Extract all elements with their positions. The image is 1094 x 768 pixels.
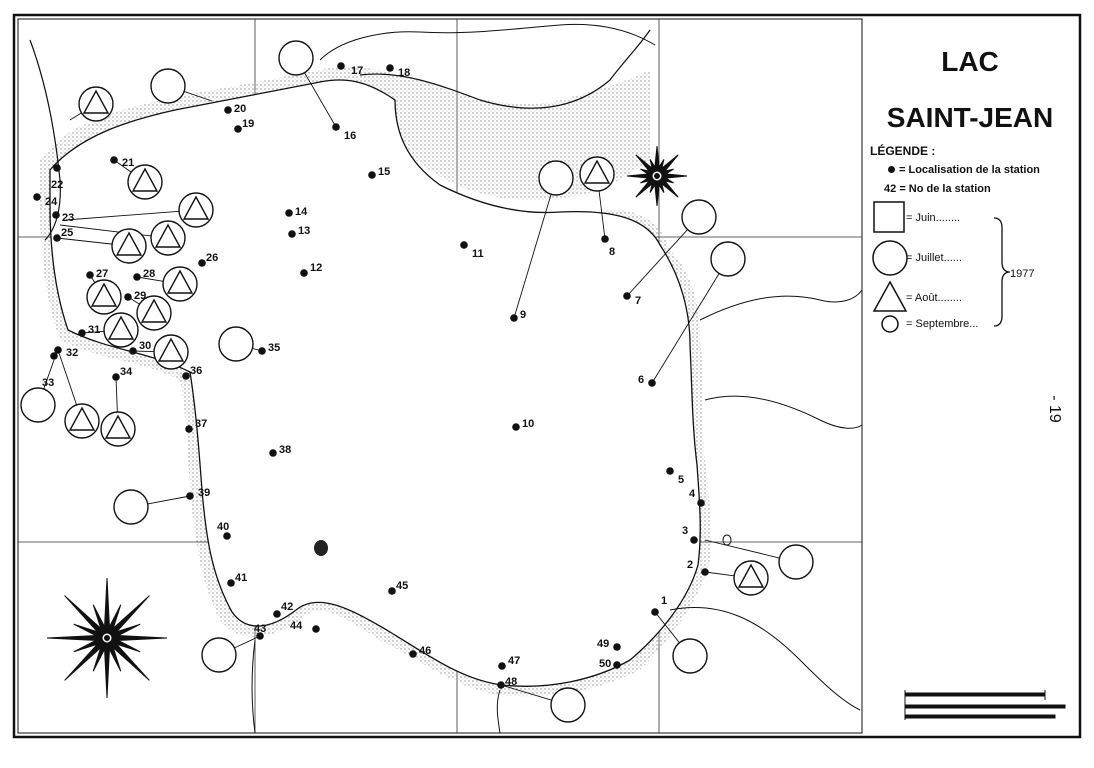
station-number-label: 25	[61, 227, 74, 239]
station-dot-icon	[285, 209, 293, 217]
station-dot-icon	[368, 171, 376, 179]
northern-shore	[320, 24, 655, 60]
station-dot-icon	[623, 292, 631, 300]
station-dot-icon	[133, 273, 141, 281]
station-dot-icon	[124, 293, 132, 301]
station-dot-icon	[273, 610, 281, 618]
station-number-label: 24	[45, 196, 58, 208]
square-icon	[870, 200, 910, 236]
station-number-label: 5	[678, 474, 685, 486]
station-number-label: 18	[398, 67, 411, 79]
station-dot-icon	[112, 373, 120, 381]
legend-month-july: = Juillet......	[906, 252, 962, 264]
station-number-label: 48	[505, 676, 518, 688]
station-number-label: 38	[279, 444, 292, 456]
station-dot-icon	[613, 661, 621, 669]
legend-panel	[862, 16, 1078, 736]
station-dot-icon	[86, 271, 94, 279]
island-southeast	[723, 535, 731, 545]
station-number-label: 46	[419, 645, 432, 657]
station-dot-icon	[50, 352, 58, 360]
station-number-label: 19	[242, 118, 255, 130]
station-number-label: 39	[198, 487, 211, 499]
station-number-label: 44	[290, 620, 303, 632]
eastern-river-2	[705, 396, 862, 428]
station-dot-icon	[258, 347, 266, 355]
station-number-label: 47	[508, 655, 521, 667]
south-river	[252, 640, 255, 733]
station-number-label: 26	[206, 252, 219, 264]
station-dot-icon	[388, 587, 396, 595]
station-dot-icon	[497, 681, 505, 689]
station-dot-icon	[690, 536, 698, 544]
station-number-label: 11	[472, 248, 484, 260]
station-39	[186, 487, 210, 500]
station-dot-icon	[300, 269, 308, 277]
station-dot-icon	[651, 608, 659, 616]
large-circle-icon	[870, 238, 910, 278]
legend-number-example: 42	[884, 183, 897, 195]
station-dot-icon	[697, 499, 705, 507]
station-number-label: 12	[310, 262, 323, 274]
station-32	[54, 346, 78, 359]
station-24	[33, 193, 58, 208]
station-number-label: 33	[42, 377, 55, 389]
station-dot-icon	[53, 164, 61, 172]
small-circle-icon	[870, 312, 910, 336]
station-dot-icon	[198, 259, 206, 267]
station-dot-icon	[409, 650, 417, 658]
station-number-label: 34	[120, 366, 133, 378]
station-number-label: 10	[522, 418, 535, 430]
station-dot-icon	[888, 166, 895, 173]
station-43	[254, 623, 266, 640]
station-dot-icon	[601, 235, 609, 243]
station-dot-icon	[223, 532, 231, 540]
station-number-label: 1	[661, 595, 668, 607]
station-dot-icon	[648, 379, 656, 387]
brace-icon	[992, 216, 1012, 328]
map-title-line2: SAINT-JEAN	[886, 102, 1054, 133]
station-dot-icon	[52, 211, 60, 219]
station-number-label: 22	[51, 179, 64, 191]
station-dot-icon	[332, 123, 340, 131]
station-dot-icon	[110, 156, 118, 164]
station-number-label: 37	[195, 418, 208, 430]
station-number-label: 28	[143, 268, 156, 280]
station-dot-icon	[337, 62, 345, 70]
station-number-label: 45	[396, 580, 409, 592]
station-number-label: 8	[609, 246, 616, 258]
station-number-label: 49	[597, 638, 610, 650]
legend-number	[870, 183, 991, 195]
station-dot-icon	[312, 625, 320, 633]
station-dot-icon	[269, 449, 277, 457]
station-number-label: 29	[134, 290, 147, 302]
station-number-label: 7	[635, 295, 642, 307]
legend-number-label: = No de la station	[899, 183, 991, 195]
station-number-label: 42	[281, 601, 294, 613]
station-dot-icon	[510, 314, 518, 322]
station-dot-icon	[224, 106, 232, 114]
station-dot-icon	[227, 579, 235, 587]
station-dot-icon	[182, 372, 190, 380]
station-number-label: 30	[139, 340, 152, 352]
map-title-line1: LAC	[941, 46, 999, 77]
station-number-label: 31	[88, 324, 101, 336]
station-dot-icon	[512, 423, 520, 431]
station-34	[112, 366, 133, 381]
station-number-label: 27	[96, 268, 109, 280]
station-dot-icon	[186, 492, 194, 500]
station-number-label: 32	[66, 347, 79, 359]
legend-station-label: = Localisation de la station	[899, 164, 1040, 176]
station-number-label: 23	[62, 212, 75, 224]
station-number-label: 6	[638, 374, 645, 386]
station-dot-icon	[460, 241, 468, 249]
south-river-2	[497, 690, 500, 733]
station-number-label: 15	[378, 166, 391, 178]
station-number-label: 9	[520, 309, 527, 321]
station-dot-icon	[288, 230, 296, 238]
station-number-label: 2	[687, 559, 694, 571]
station-dot-icon	[498, 662, 506, 670]
station-number-label: 13	[298, 225, 311, 237]
station-dot-icon	[33, 193, 41, 201]
legend-year: 1977	[1010, 268, 1035, 280]
station-dot-icon	[613, 643, 621, 651]
station-dot-icon	[666, 467, 674, 475]
station-dot-icon	[53, 234, 61, 242]
station-dot-icon	[185, 425, 193, 433]
page-number: - 19	[1045, 395, 1063, 423]
station-dot-icon	[129, 347, 137, 355]
legend-station-symbol	[870, 164, 1040, 176]
station-number-label: 4	[689, 488, 696, 500]
station-number-label: 43	[254, 623, 267, 635]
compass-rose-icon	[627, 146, 687, 206]
station-number-label: 3	[682, 525, 689, 537]
station-number-label: 17	[351, 65, 364, 77]
station-number-label: 14	[295, 206, 308, 218]
station-number-label: 50	[599, 658, 612, 670]
legend-month-september: = Septembre...	[906, 318, 979, 330]
station-number-label: 20	[234, 103, 247, 115]
station-dot-icon	[78, 329, 86, 337]
station-number-label: 41	[235, 572, 248, 584]
station-number-label: 35	[268, 342, 281, 354]
legend-heading: LÉGENDE :	[870, 144, 936, 158]
station-dot-icon	[386, 64, 394, 72]
eastern-river	[700, 290, 862, 320]
station-number-label: 36	[190, 365, 203, 377]
station-44	[290, 620, 320, 633]
compass-rose-large-icon	[47, 578, 167, 698]
station-number-label: 16	[344, 130, 357, 142]
legend-month-august: = Août........	[906, 292, 962, 304]
station-number-label: 21	[122, 157, 135, 169]
station-dot-icon	[234, 125, 242, 133]
station-number-label: 40	[217, 521, 230, 533]
legend-month-june: = Juin........	[906, 212, 961, 224]
station-dot-icon	[701, 568, 709, 576]
island-south	[314, 540, 328, 556]
